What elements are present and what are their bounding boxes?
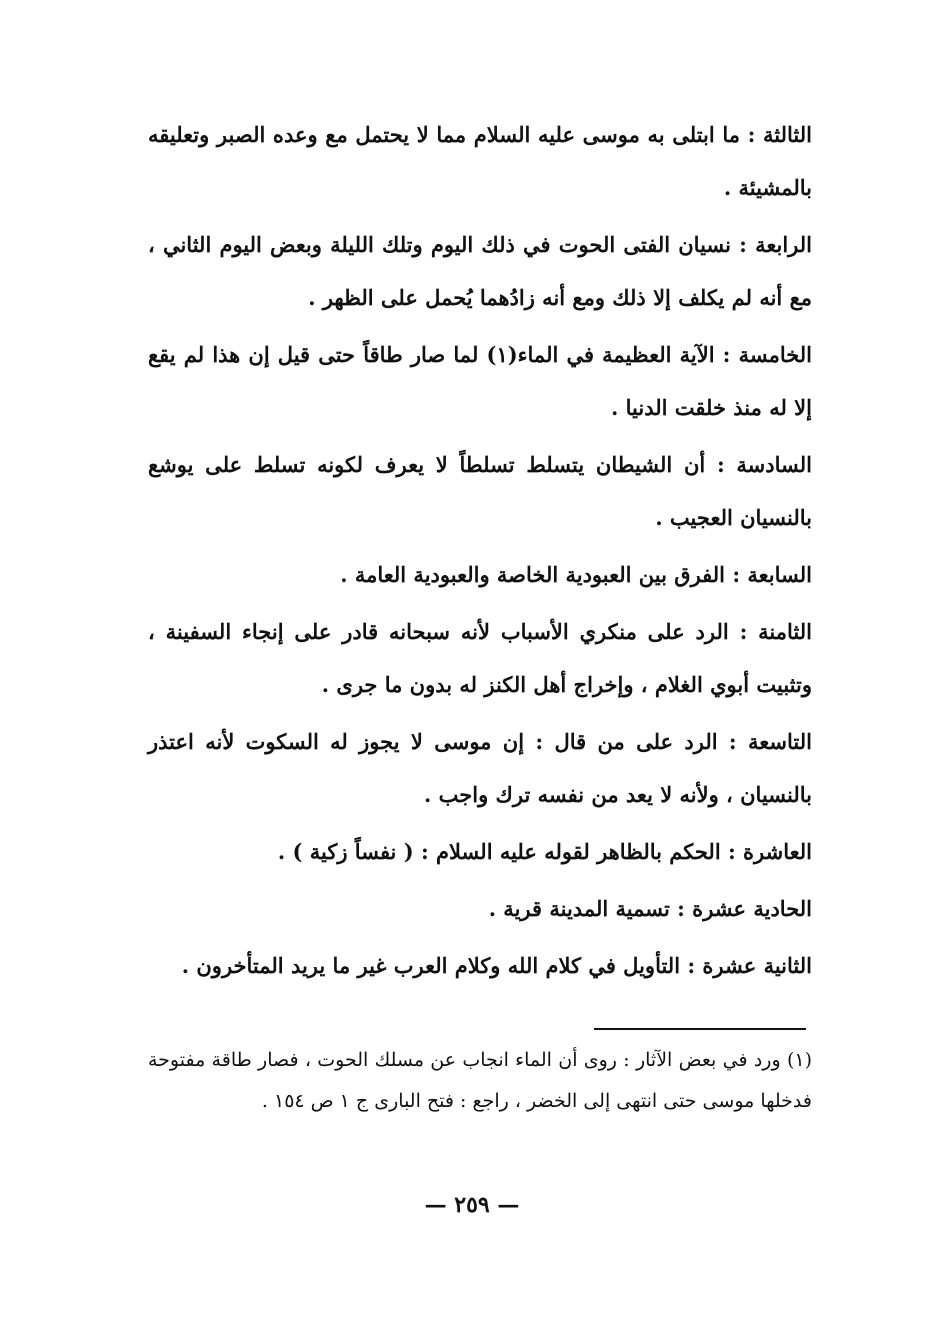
footnote-1: (١) ورد في بعض الآثار : روى أن الماء انجاب عن مسلك الحوت ، فصار طاقة مفتوحة فدخلها موسى حتى انتهى إلى الخضر ، راجع : فتح البارى ج ١ ص ١٥٤ . [148,1049,812,1112]
page-number: — ٢٥٩ — [424,1192,520,1218]
paragraph-eleventh: الحادية عشرة : تسمية المدينة قرية . [488,896,812,921]
paragraph-sixth: السادسة : أن الشيطان يتسلط تسلطاً لا يعرف لكونه تسلط على يوشع بالنسيان العجيب . [148,452,812,530]
main-text [148,108,812,996]
paragraph-seventh: السابعة : الفرق بين العبودية الخاصة والعبودية العامة . [340,562,812,587]
paragraph-third: الثالثة : ما ابتلى به موسى عليه السلام مما لا يحتمل مع وعده الصبر وتعليقه بالمشيئة . [148,122,812,200]
paragraph-ninth: التاسعة : الرد على من قال : إن موسى لا يجوز له السكوت لأنه اعتذر بالنسيان ، ولأنه لا يعد من نفسه ترك واجب . [148,729,812,807]
footnote-divider [594,1028,806,1030]
paragraph-eighth: الثامنة : الرد على منكري الأسباب لأنه سبحانه قادر على إنجاء السفينة ، وتثبيت أبوي الغلام ، وإخراج أهل الكنز له بدون ما جرى . [148,619,812,697]
paragraph-fifth: الخامسة : الآية العظيمة في الماء(١) لما صار طاقاً حتى قيل إن هذا لم يقع إلا له منذ خلقت الدنيا . [148,342,812,420]
paragraph-fourth: الرابعة : نسيان الفتى الحوت في ذلك اليوم وتلك الليلة وبعض اليوم الثاني ، مع أنه لم يكلف إلا ذلك ومع أنه زادُهما يُحمل على الظهر . [148,232,812,310]
paragraph-tenth: العاشرة : الحكم بالظاهر لقوله عليه السلام : ( نفساً زكية ) . [277,839,812,864]
footnotes [148,1040,812,1122]
paragraph-twelfth: الثانية عشرة : التأويل في كلام الله وكلام العرب غير ما يريد المتأخرون . [181,953,812,978]
